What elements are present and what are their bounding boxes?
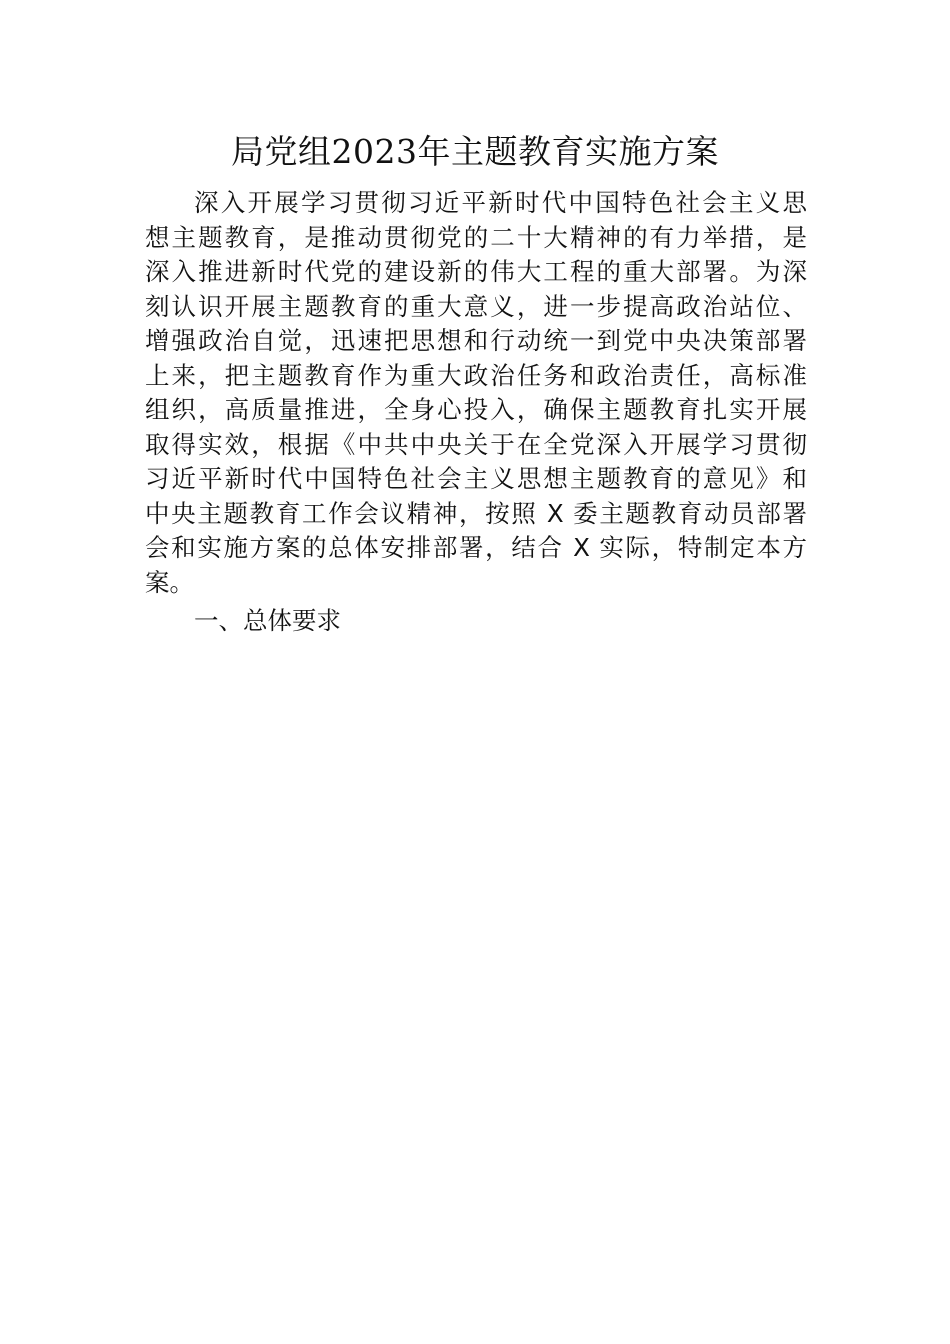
paragraph-line: 习近平新时代中国特色社会主义思想主题教育的意见》和: [145, 464, 807, 493]
paragraph-line: 取得实效，根据《中共中央关于在全党深入开展学习贯彻: [145, 429, 807, 459]
intro-paragraph: [145, 186, 807, 600]
paragraph-line: 案。: [145, 567, 194, 597]
paragraph-line: 刻认识开展主题教育的重大意义，进一步提高政治站位、: [145, 291, 807, 321]
section-heading: 一、总体要求: [194, 606, 341, 635]
paragraph-line: 会和实施方案的总体安排部署，结合 X 实际，特制定本方: [145, 533, 807, 562]
paragraph-line: 深入推进新时代党的建设新的伟大工程的重大部署。为深: [145, 257, 807, 286]
paragraph-line: 组织，高质量推进，全身心投入，确保主题教育扎实开展: [145, 395, 807, 424]
document-title: 局党组2023年主题教育实施方案: [231, 132, 719, 171]
paragraph-line: 上来，把主题教育作为重大政治任务和政治责任，高标准: [145, 360, 807, 390]
paragraph-line: 想主题教育，是推动贯彻党的二十大精神的有力举措，是: [145, 222, 807, 252]
paragraph-line: 深入开展学习贯彻习近平新时代中国特色社会主义思: [194, 188, 807, 217]
paragraph-line: 中央主题教育工作会议精神，按照 X 委主题教育动员部署: [145, 498, 807, 528]
paragraph-line: 增强政治自觉，迅速把思想和行动统一到党中央决策部署: [145, 326, 807, 355]
